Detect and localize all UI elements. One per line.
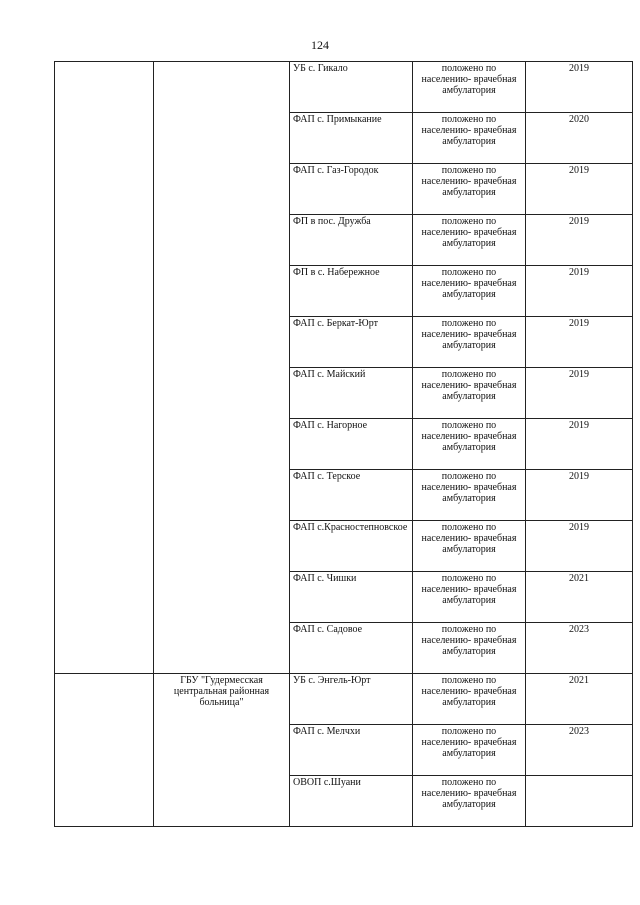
facility-cell: ФАП с. Беркат-Юрт <box>290 317 413 368</box>
facility-cell: ФАП с. Газ-Городок <box>290 164 413 215</box>
year-cell: 2019 <box>526 215 633 266</box>
table-row <box>55 674 633 725</box>
page-number: 124 <box>311 38 329 52</box>
year-cell: 2019 <box>526 419 633 470</box>
note-cell: положено по населению- врачебная амбулатория <box>413 419 526 470</box>
year-cell: 2020 <box>526 113 633 164</box>
facility-cell: ФАП с. Чишки <box>290 572 413 623</box>
note-cell: положено по населению- врачебная амбулатория <box>413 776 526 827</box>
organization-cell: ГБУ "Гудермесская центральная районная больница" <box>154 674 290 827</box>
note-cell: положено по населению- врачебная амбулатория <box>413 674 526 725</box>
note-cell: положено по населению- врачебная амбулатория <box>413 368 526 419</box>
organization-cell <box>154 62 290 674</box>
year-cell: 2021 <box>526 572 633 623</box>
year-cell: 2019 <box>526 317 633 368</box>
year-cell: 2023 <box>526 623 633 674</box>
year-cell: 2023 <box>526 725 633 776</box>
year-cell: 2019 <box>526 164 633 215</box>
facility-cell: ФАП с. Нагорное <box>290 419 413 470</box>
note-cell: положено по населению- врачебная амбулатория <box>413 317 526 368</box>
note-cell: положено по населению- врачебная амбулатория <box>413 470 526 521</box>
facility-cell: ФП в с. Набережное <box>290 266 413 317</box>
facility-cell: ФАП с. Майский <box>290 368 413 419</box>
note-cell: положено по населению- врачебная амбулатория <box>413 215 526 266</box>
note-cell: положено по населению- врачебная амбулатория <box>413 725 526 776</box>
year-cell: 2019 <box>526 521 633 572</box>
facilities-table <box>54 61 633 827</box>
region-cell <box>55 674 154 827</box>
note-cell: положено по населению- врачебная амбулатория <box>413 572 526 623</box>
year-cell: 2019 <box>526 470 633 521</box>
year-cell: 2019 <box>526 368 633 419</box>
note-cell: положено по населению- врачебная амбулатория <box>413 113 526 164</box>
facility-cell: ФАП с. Мелчхи <box>290 725 413 776</box>
facility-cell: ФАП с. Примыкание <box>290 113 413 164</box>
note-cell: положено по населению- врачебная амбулатория <box>413 62 526 113</box>
facility-cell: ФАП с. Садовое <box>290 623 413 674</box>
note-cell: положено по населению- врачебная амбулатория <box>413 266 526 317</box>
note-cell: положено по населению- врачебная амбулатория <box>413 521 526 572</box>
facility-cell: УБ с. Гикало <box>290 62 413 113</box>
facility-cell: ФП в пос. Дружба <box>290 215 413 266</box>
note-cell: положено по населению- врачебная амбулатория <box>413 623 526 674</box>
year-cell: 2021 <box>526 674 633 725</box>
region-cell <box>55 62 154 674</box>
facility-cell: ОВОП с.Шуани <box>290 776 413 827</box>
facility-cell: УБ с. Энгель-Юрт <box>290 674 413 725</box>
table-row <box>55 62 633 113</box>
facility-cell: ФАП с. Терское <box>290 470 413 521</box>
year-cell <box>526 776 633 827</box>
year-cell: 2019 <box>526 266 633 317</box>
facility-cell: ФАП с.Красностепновское <box>290 521 413 572</box>
year-cell: 2019 <box>526 62 633 113</box>
note-cell: положено по населению- врачебная амбулатория <box>413 164 526 215</box>
